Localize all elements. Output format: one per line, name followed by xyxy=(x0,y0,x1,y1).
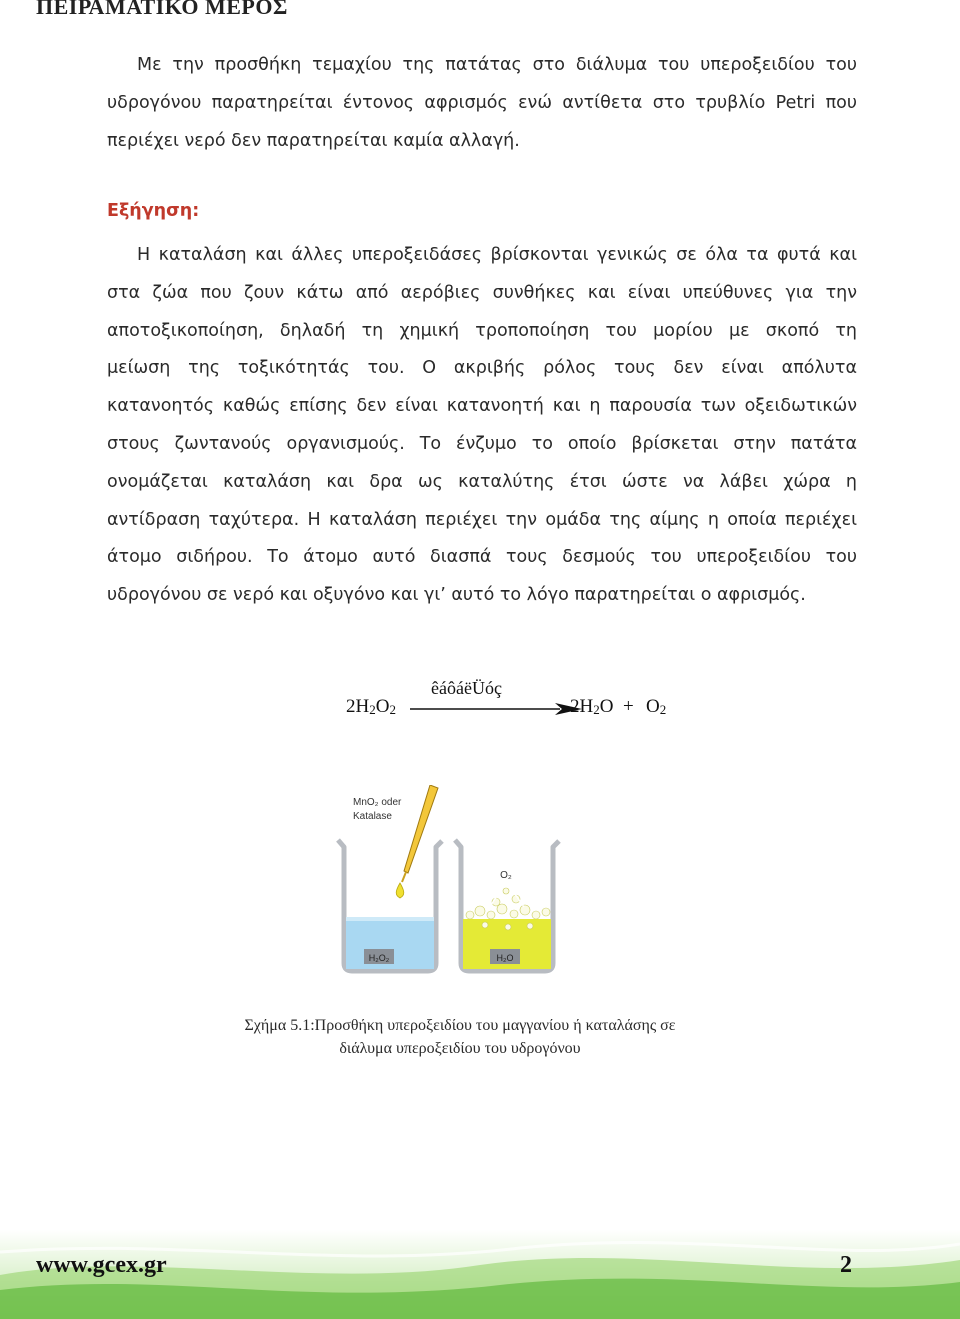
explanation-line: άτομο σιδήρου. Το άτομο αυτό διασπά τους δεσμούς του υπεροξειδίου του xyxy=(107,547,857,568)
page-number: 2 xyxy=(840,1252,852,1278)
equation-product-oxygen: $O_2$ xyxy=(646,696,667,717)
right-beaker-label: H₂O xyxy=(496,953,514,963)
beakers-illustration xyxy=(320,785,570,985)
section-heading: ΠΕΙΡΑΜΑΤΙΚΟ ΜΕΡΟΣ xyxy=(36,0,288,19)
explanation-line: ονομάζεται καταλάση και δρα ως καταλύτης έτσι ώστε να λάβει χώρα η xyxy=(107,471,857,492)
caption-line: Σχήμα 5.1:Προσθήκη υπεροξειδίου του μαγγανίου ή καταλάσης σε xyxy=(244,1017,676,1034)
equation-plus: + xyxy=(623,696,634,717)
equation-reactant: $2H_2O_2$ xyxy=(346,696,396,717)
explanation-line: υδρογόνου σε νερό και οξυγόνο και γι’ αυτό το λόγο παρατηρείται ο αφρισμός. xyxy=(107,585,806,606)
left-beaker-label: H₂O₂ xyxy=(368,953,390,963)
explanation-line: στους ζωντανούς οργανισμούς. Το ένζυμο το οποίο βρίσκεται στην πατάτα xyxy=(107,433,857,454)
explanation-line: αντίδραση ταχύτερα. Η καταλάση περιέχει την ομάδα της αίμης η οποία περιέχει xyxy=(107,509,857,530)
reagent-label: MnO₂ oder xyxy=(353,797,402,808)
caption-line: διάλυμα υπεροξειδίου του υδρογόνου xyxy=(339,1040,581,1057)
reagent-label: Katalase xyxy=(353,811,392,822)
explanation-line: Η καταλάση και άλλες υπεροξειδάσες βρίσκονται γενικώς σε όλα τα φυτά και xyxy=(137,245,857,265)
explanation-line: μείωση της τοξικότητάς του. Ο ακριβής ρόλος τους δεν είναι απόλυτα xyxy=(107,358,857,379)
pipette-icon xyxy=(396,785,438,898)
equation-product-water: $2H_2O$ xyxy=(570,696,614,717)
explanation-line: αποτοξικοποίηση, δηλαδή τη χημική τροποποίηση του μορίου με σκοπό τη xyxy=(107,320,857,341)
intro-line: υδρογόνου παρατηρείται έντονος αφρισμός ενώ αντίθετα στο τρυβλίο Petri που xyxy=(107,92,857,113)
explanation-line: στα ζώα που ζουν κάτω από αερόβιες συνθήκες και είναι υπεύθυνες για την xyxy=(107,282,857,303)
explanation-paragraph xyxy=(107,237,857,615)
intro-line: περιέχει νερό δεν παρατηρείται καμία αλλαγή. xyxy=(107,130,520,151)
footer-website[interactable]: www.gcex.gr xyxy=(36,1252,167,1278)
chemical-equation xyxy=(330,672,690,732)
intro-paragraph xyxy=(107,47,857,160)
intro-line: Με την προσθήκη τεμαχίου της πατάτας στο διάλυμα του υπεροξειδίου του xyxy=(137,55,857,75)
figure-caption xyxy=(180,1014,740,1060)
reaction-arrow-icon xyxy=(410,702,582,716)
beaker-figure xyxy=(320,785,570,985)
explanation-line: κατανοητός καθώς επίσης δεν είναι κατανοητή και η παρουσία των οξειδωτικών xyxy=(107,396,857,417)
equation-catalyst-label: êáôáëÜóç xyxy=(431,678,502,698)
right-gas-label: O₂ xyxy=(500,870,512,881)
right-beaker xyxy=(455,840,559,971)
left-beaker xyxy=(338,840,442,971)
explanation-heading: Εξήγηση: xyxy=(107,201,200,221)
